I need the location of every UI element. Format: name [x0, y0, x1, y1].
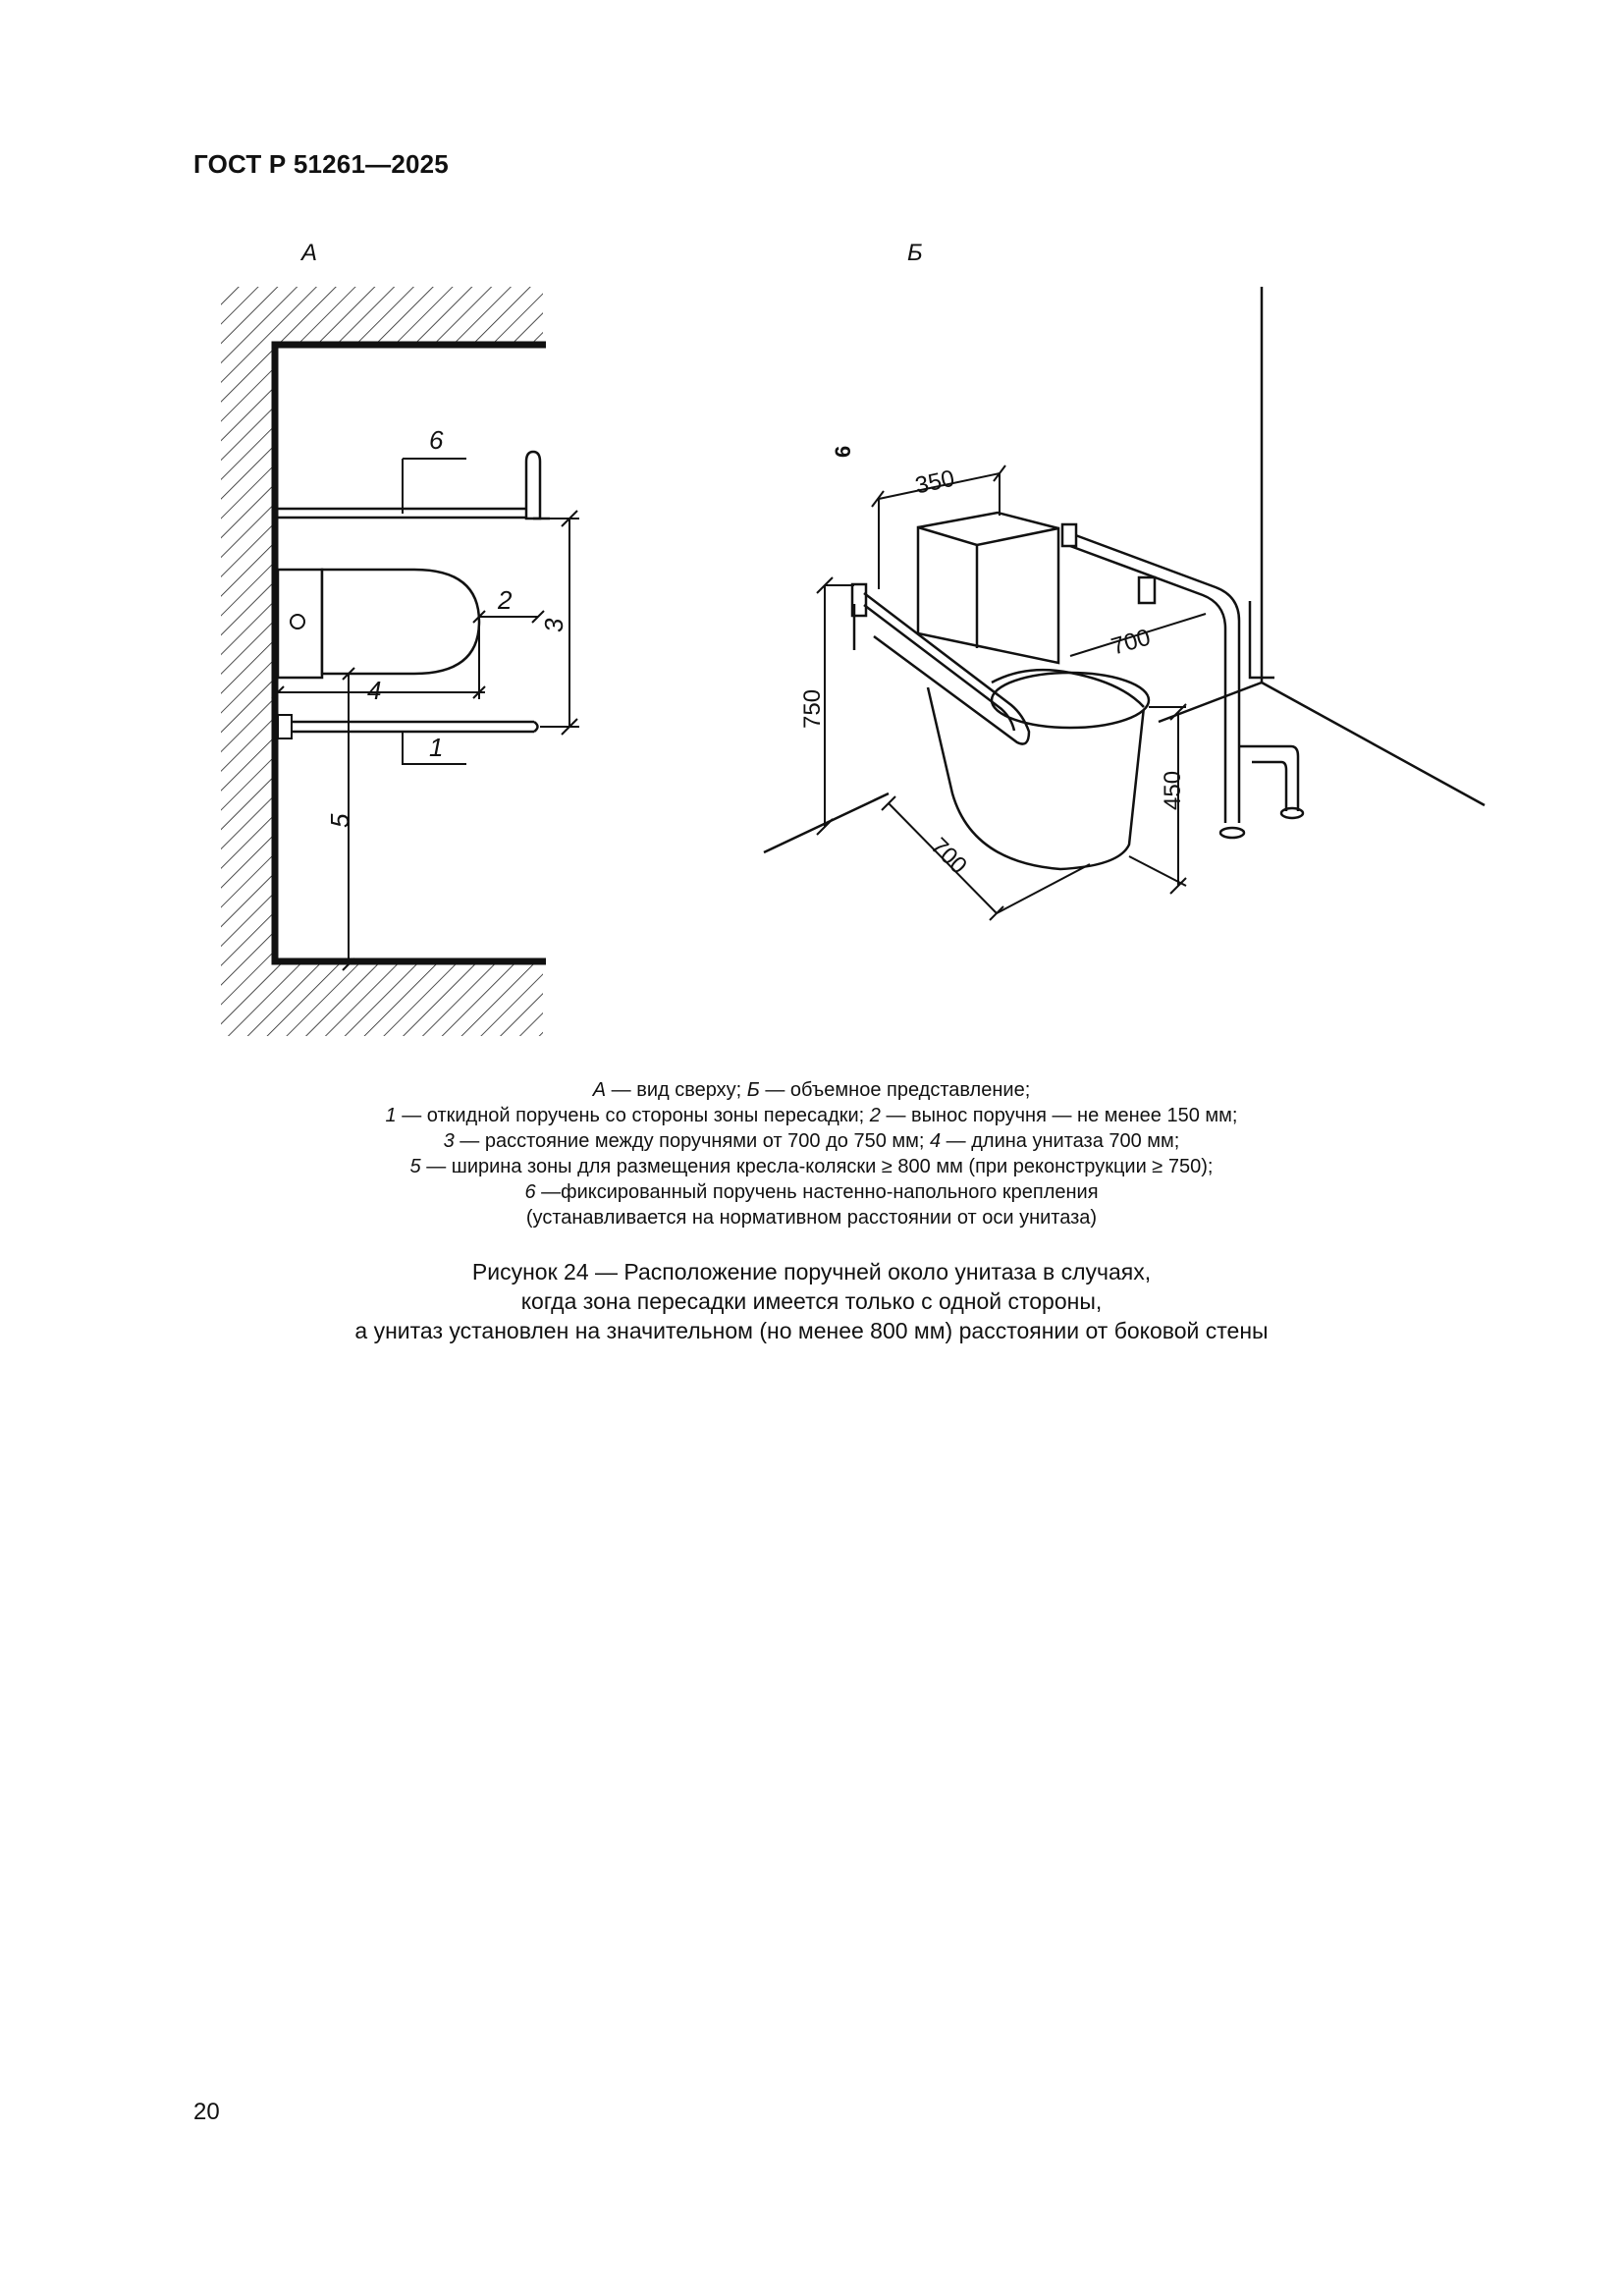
legend-line-4: 5 — ширина зоны для размещения кресла-коляски ≥ 800 мм (при реконструкции ≥ 750); [409, 1156, 1214, 1177]
legend-line-6: (устанавливается на нормативном расстоянии от оси унитаза) [525, 1207, 1098, 1229]
fold-down-grab-bar [278, 715, 538, 738]
callout-4: 4 [367, 676, 382, 705]
dim-350-label: 350 [912, 465, 957, 500]
toilet-plan [278, 570, 479, 678]
plan-view [221, 287, 579, 1036]
mark-6-label: 6 [831, 445, 855, 458]
dim-700-depth-label: 700 [925, 833, 972, 880]
caption-line-1: Рисунок 24 — Расположение поручней около унитаза в случаях, [471, 1259, 1152, 1285]
iso-cistern [918, 513, 1058, 663]
page-number: 20 [193, 2099, 220, 2125]
callout-1: 1 [429, 733, 444, 762]
callout-3: 3 [539, 618, 568, 632]
view-b-label: Б [907, 240, 923, 266]
document-code: ГОСТ Р 51261—2025 [193, 149, 449, 179]
callout-2: 2 [498, 585, 513, 615]
callout-5: 5 [325, 813, 354, 828]
legend-line-1: А — вид сверху; Б — объемное представление; [592, 1079, 1031, 1101]
dim-450-label: 450 [1160, 770, 1186, 810]
fixed-grab-bar [278, 452, 550, 519]
caption-line-3: а унитаз установлен на значительном (но менее 800 мм) расстоянии от боковой стены [354, 1318, 1269, 1343]
legend-line-2: 1 — откидной поручень со стороны зоны пересадки; 2 — вынос поручня — не менее 150 мм; [385, 1105, 1238, 1126]
figure-caption [196, 1257, 1427, 1345]
dim-700-rail-label: 700 [1108, 624, 1154, 661]
callout-6: 6 [429, 425, 444, 455]
caption-line-2: когда зона пересадки имеется только с одной стороны, [520, 1288, 1103, 1314]
legend-line-3: 3 — расстояние между поручнями от 700 до 750 мм; 4 — длина унитаза 700 мм; [443, 1130, 1180, 1152]
view-a-label: А [301, 240, 318, 266]
dim-750-label: 750 [799, 688, 826, 729]
toilet-grab-bar-figure [0, 0, 1623, 1080]
figure-legend [196, 1077, 1427, 1230]
isometric-view [764, 287, 1485, 920]
plan-dimensions [272, 459, 579, 970]
legend-line-5: 6 —фиксированный поручень настенно-напольного крепления [524, 1181, 1099, 1203]
